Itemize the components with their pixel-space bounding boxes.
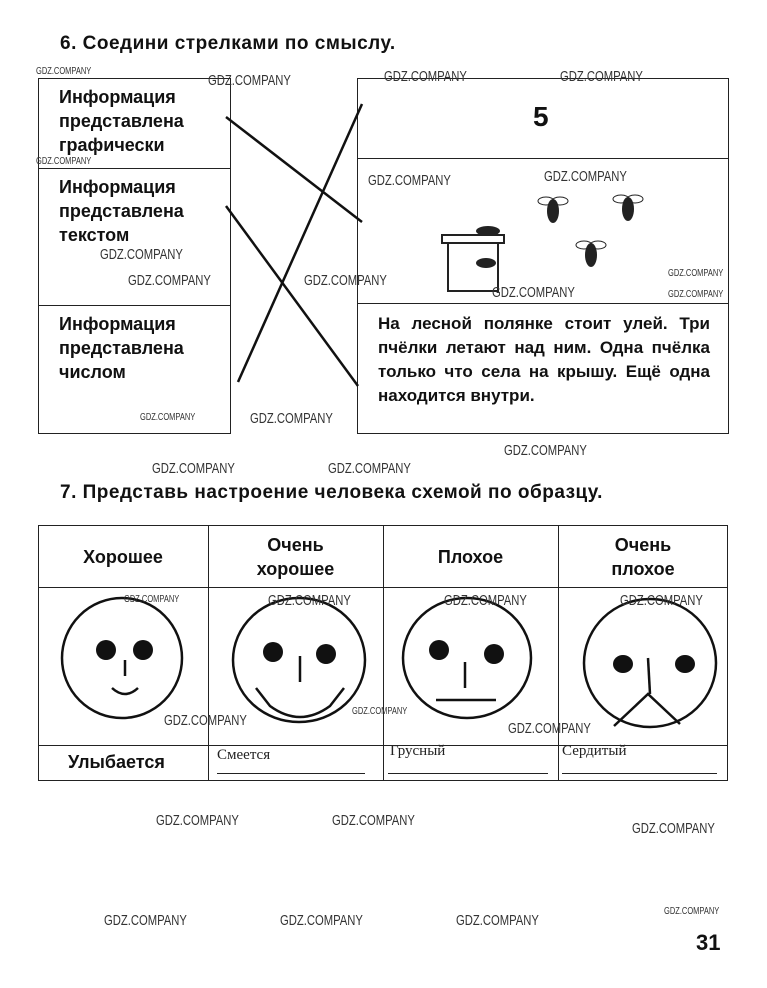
answer-very-bad[interactable]: Сердитый xyxy=(562,743,627,759)
left-label: Информация представлена графически xyxy=(59,87,184,155)
answer-good: Улыбается xyxy=(68,752,165,772)
task6-title: 6. Соедини стрелками по смыслу. xyxy=(60,33,396,54)
header-bad: Плохое xyxy=(437,546,504,567)
angry-face-icon xyxy=(584,599,716,727)
sad-face-icon xyxy=(403,598,531,718)
story-text: На лесной полянке стоит улей. Три пчёлки летают над ним. Одна пчёлка только что села на крышу. Ещё одна находится внутри. xyxy=(378,314,710,405)
smiling-face-icon xyxy=(62,598,182,718)
line-text-to-text xyxy=(226,206,358,386)
workbook-page: 6. Соедини стрелками по смыслу. Информация представлена графически Информация представлена текстом Информация представлена числом 5 На лесной полянке стоит улей. Три пчёлки летают над ним. Одна пчёлка только что села на крышу. Ещё одна находится внутри. 7. Представь настроение человека схемой по образцу. Хорошее Очень хорошее Плохое Очень плохое Улыбается Смеется Грусный Сердитый 31 GDZ.COMPANY GDZ.COMPANY GDZ.COMPANY GDZ.COMPANY GDZ.COMPANY GDZ.COMPANY GDZ.COMPANY GDZ.COMPANY GDZ.COMPANY GDZ.COMPANY GDZ.COMPANY GDZ.COMPANY GDZ.COMPANY GDZ.COMPANY GDZ.COMPANY GDZ.COMPANY GDZ.COMPANY GDZ.COMPANY GDZ.COMPANY GDZ.COMPANY GDZ.COMPANY GDZ.COMPANY GDZ.COMPANY GDZ.COMPANY GDZ.COMPANY GDZ.COMPANY GDZ.COMPANY GDZ.COMPANY GDZ.COMPANY GDZ.COMPANY GDZ.COMPANY GDZ.COMPANY xyxy=(0,0,767,988)
number-five: 5 xyxy=(533,101,549,132)
page-number: 31 xyxy=(696,930,721,955)
laughing-face-icon xyxy=(233,598,365,722)
header-good: Хорошее xyxy=(83,546,163,567)
line-graphic-to-picture xyxy=(226,117,362,222)
header-very-good: Очень хорошее xyxy=(256,534,335,579)
header-very-bad: Очень плохое xyxy=(611,534,675,579)
left-label: Информация представлена текстом xyxy=(59,177,184,245)
task7-title: 7. Представь настроение человека схемой по образцу. xyxy=(60,482,603,503)
left-label: Информация представлена числом xyxy=(59,314,184,382)
line-number-to-five xyxy=(238,104,362,382)
faces xyxy=(0,588,767,745)
answer-very-good[interactable]: Смеется xyxy=(217,747,271,763)
answer-bad[interactable]: Грусный xyxy=(390,743,446,759)
